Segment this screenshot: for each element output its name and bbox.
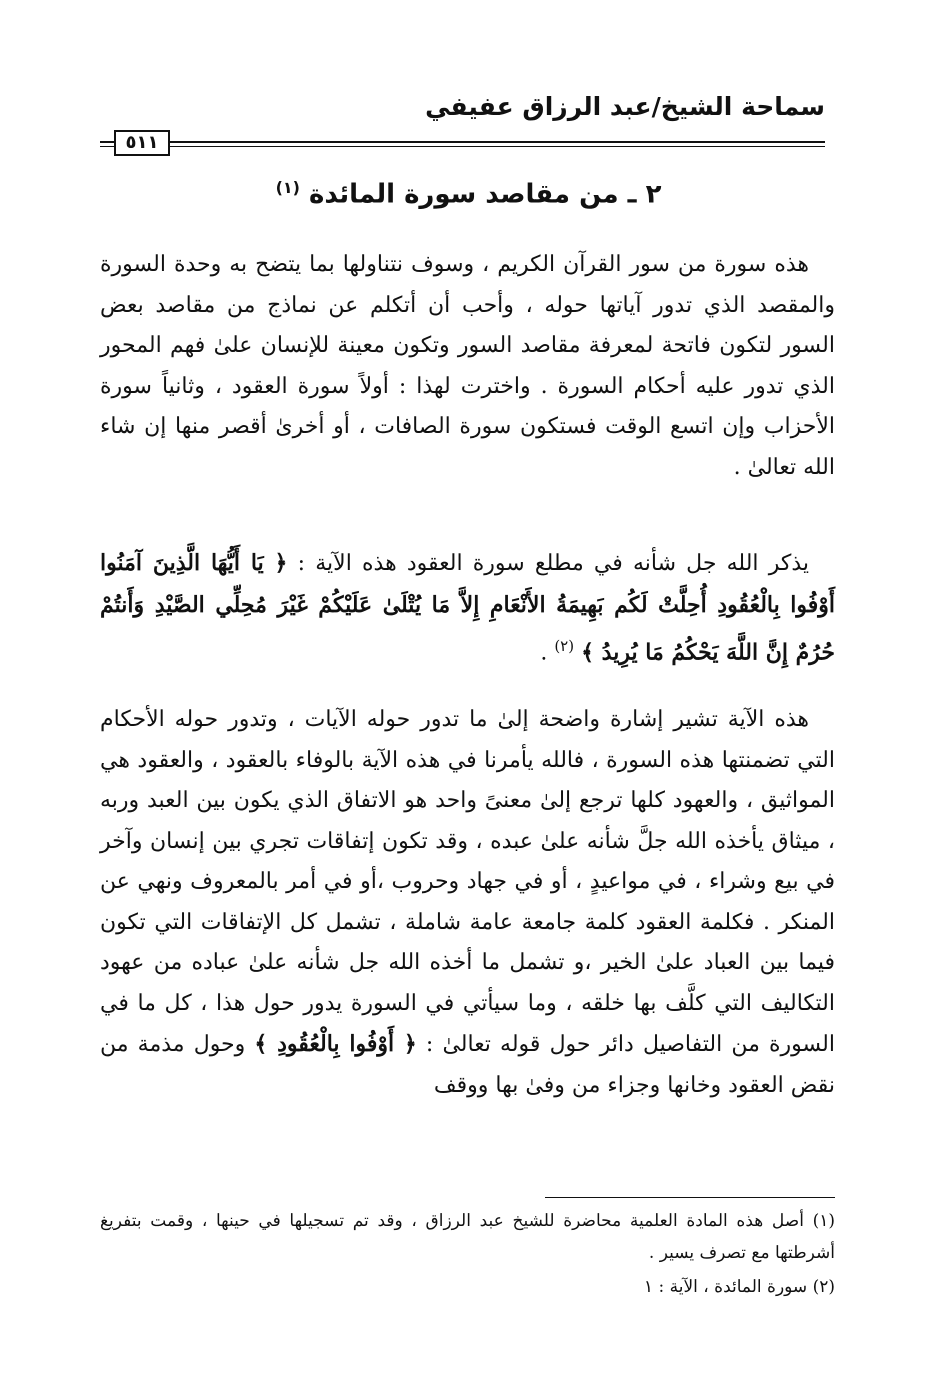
paragraph-3-part-1: هذه الآية تشير إشارة واضحة إلىٰ ما تدور حوله الآيات ، وتدور حوله الأحكام التي تضمنتها هذه السورة ، فالله يأمرنا في هذه الآية بالوفاء بالعقود ، والعقود هي المواثيق ، والعهود كلها ترجع إلىٰ معنىً واحد هو الاتفاق الذي يكون بين العبد وربه ، ميثاق يأخذه الله جلَّ شأنه علىٰ عبده ، وقد تكون إتفاقات تجري بين إنسان وآخر في بيع وشراء ، في مواعيدٍ ، أو في جهاد وحروب ،أو في أمر بالمعروف ونهي عن المنكر . فكلمة العقود كلمة جامعة عامة شاملة ، تشمل كل الإتفاقات التي تكون فيما بين العباد علىٰ الخير ،و تشمل ما أخذه الله جل شأنه علىٰ عباده من عهود التكاليف التي كلَّف بها خلقه ، وما سيأتي في السورة يدور حول هذا ، كل ما في السورة من التفاصيل دائر حول قوله تعالىٰ : <box>100 707 835 1057</box>
paragraph-2-intro: يذكر الله جل شأنه في مطلع سورة العقود هذه الآية : <box>297 551 809 576</box>
paragraph-2 <box>100 543 835 674</box>
verse-footnote-marker: (٢) <box>554 637 575 655</box>
header-rule-thin-line <box>100 146 825 147</box>
paragraph-intro <box>100 245 835 488</box>
footnotes <box>100 1205 835 1303</box>
paragraph-2-end: . <box>540 640 548 666</box>
header-rule <box>100 130 825 156</box>
paragraph-1-text: هذه سورة من سور القرآن الكريم ، وسوف نتناولها بما يتضح به وحدة السورة والمقصد الذي تدور آياتها حوله ، وأحب أن أتكلم عن نماذج من مقاصد بعض السور لتكون فاتحة لمعرفة مقاصد السور وتكون معينة للإنسان علىٰ فهم المحور الذي تدور عليه أحكام السورة . واخترت لهذا : أولاً سورة العقود ، وثانياً سورة الأحزاب وإن اتسع الوقت فستكون سورة الصافات ، أو أخرىٰ أقصر منها إن شاء الله تعالىٰ . <box>100 252 835 480</box>
paragraph-verse <box>100 543 835 674</box>
header-rule-thick-line <box>100 141 825 143</box>
section-title-text: ٢ ـ من مقاصد سورة المائدة <box>309 179 662 210</box>
footnote-2: (٢) سورة المائدة ، الآية : ١ <box>643 1277 835 1297</box>
section-heading <box>0 178 937 210</box>
running-header-title: سماحة الشيخ/عبد الرزاق عفيفي <box>425 92 825 121</box>
footnote-1: (١) أصل هذه المادة العلمية محاضرة للشيخ عبد الرزاق ، وقد تم تسجيلها في حينها ، وقمت بتفريغ أشرطتها مع تصرف يسير . <box>100 1211 835 1263</box>
paragraph-3-part-2: وحول مذمة من نقض العقود وخانها وجزاء من وفىٰ بها ووقف <box>100 1032 835 1098</box>
footnote-separator <box>545 1197 835 1198</box>
quranic-verse-al-maidah-1: ﴿ يَا أَيُّهَا الَّذِينَ آمَنُوا أَوْفُوا بِالْعُقُودِ أُحِلَّتْ لَكُم بَهِيمَةُ الأَنْعَامِ إِلاَّ مَا يُتْلَىٰ عَلَيْكُمْ غَيْرَ مُحِلِّي الصَّيْدِ وَأَنتُمْ حُرُمٌ إِنَّ اللَّهَ يَحْكُمُ مَا يُرِيدُ ﴾ <box>100 550 835 666</box>
section-footnote-marker: (١) <box>275 178 300 197</box>
paragraph-3 <box>100 700 835 1106</box>
paragraph-explanation <box>100 700 835 1106</box>
page-number: ٥١١ <box>114 130 170 156</box>
quranic-verse-fulfil-contracts: ﴿ أَوْفُوا بِالْعُقُودِ ﴾ <box>254 1031 417 1057</box>
